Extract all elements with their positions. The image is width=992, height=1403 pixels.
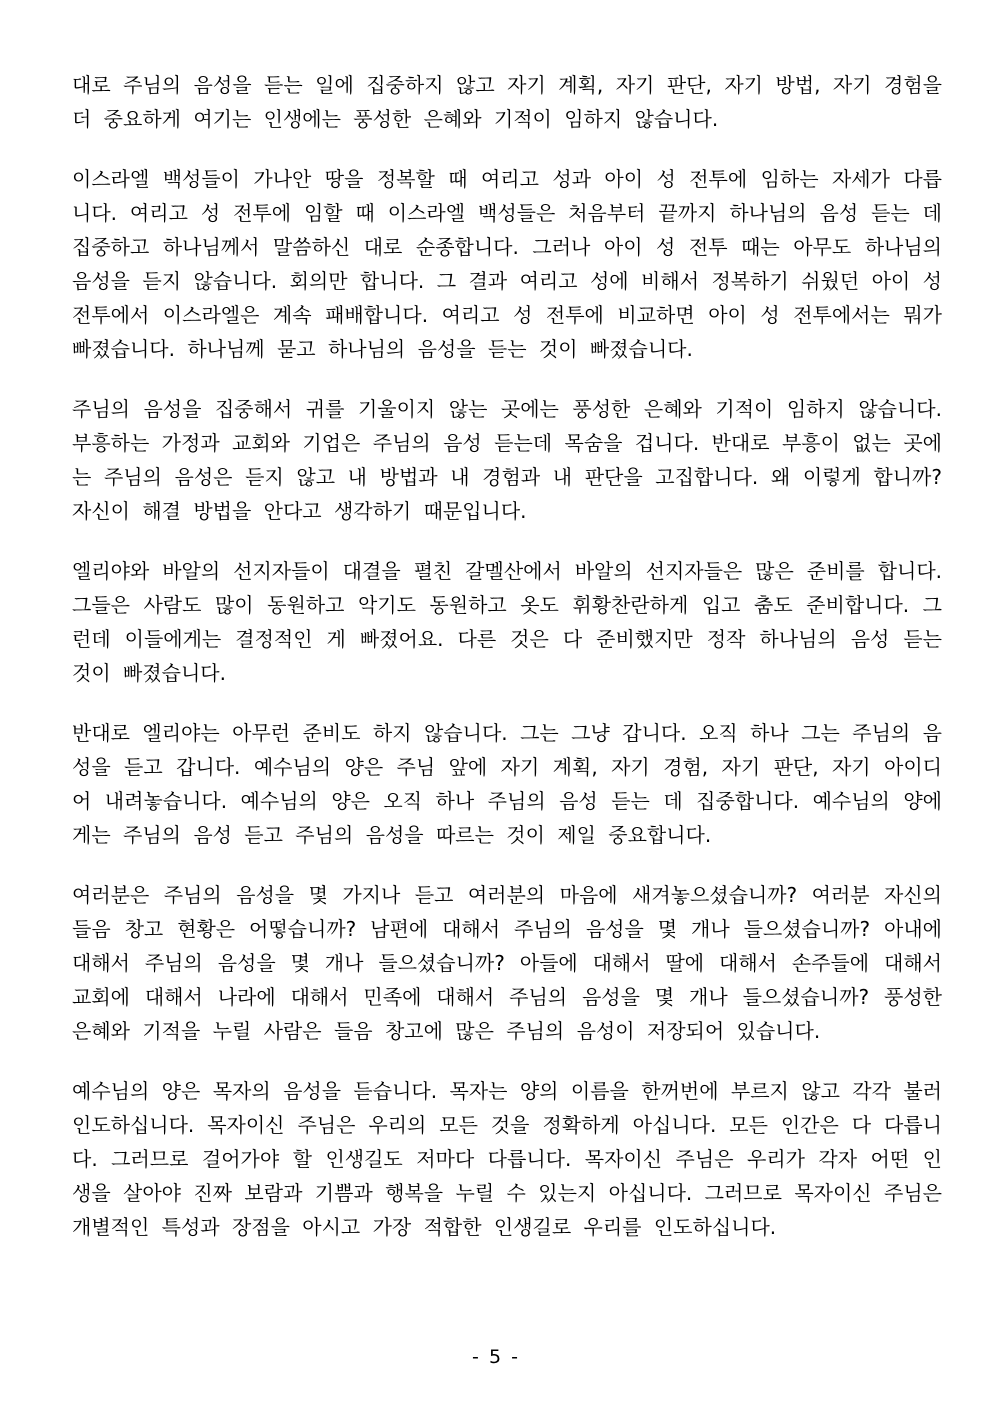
paragraph: 여러분은 주님의 음성을 몇 가지나 듣고 여러분의 마음에 새겨놓으셨습니까? 여러분 자신의 들음 창고 현황은 어떻습니까? 남편에 대해서 주님의 음성을 몇 개나 들으셨습니까? 아내에 대해서 주님의 음성을 몇 개나 들으셨습니까? 아들에 대해서 딸에 대해서 손주들에 대해서 교회에 대해서 나라에 대해서 민족에 대해서 주님의 음성을 몇 개나 들으셨습니까? 풍성한 은혜와 기적을 누릴 사람은 들음 창고에 많은 주님의 음성이 저장되어 있습니다. bbox=[72, 883, 942, 1043]
paragraph: 이스라엘 백성들이 가나안 땅을 정복할 때 여리고 성과 아이 성 전투에 임하는 자세가 다릅니다. 여리고 성 전투에 임할 때 이스라엘 백성들은 처음부터 끝까지 하나님의 음성 듣는 데 집중하고 하나님께서 말씀하신 대로 순종합니다. 그러나 아이 성 전투 때는 아무도 하나님의 음성을 듣지 않습니다. 회의만 합니다. 그 결과 여리고 성에 비해서 정복하기 쉬웠던 아이 성 전투에서 이스라엘은 계속 패배합니다. 여리고 성 전투에 비교하면 아이 성 전투에서는 뭐가 빠졌습니다. 하나님께 묻고 하나님의 음성을 듣는 것이 빠졌습니다. bbox=[72, 167, 942, 361]
paragraph: 엘리야와 바알의 선지자들이 대결을 펼친 갈멜산에서 바알의 선지자들은 많은 준비를 합니다. 그들은 사람도 많이 동원하고 악기도 동원하고 옷도 휘황찬란하게 입고 춤도 준비합니다. 그런데 이들에게는 결정적인 게 빠졌어요. 다른 것은 다 준비했지만 정작 하나님의 음성 듣는 것이 빠졌습니다. bbox=[72, 559, 942, 685]
paragraph: 주님의 음성을 집중해서 귀를 기울이지 않는 곳에는 풍성한 은혜와 기적이 임하지 않습니다. 부흥하는 가정과 교회와 기업은 주님의 음성 듣는데 목숨을 겁니다. 반대로 부흥이 없는 곳에는 주님의 음성은 듣지 않고 내 방법과 내 경험과 내 판단을 고집합니다. 왜 이렇게 합니까? 자신이 해결 방법을 안다고 생각하기 때문입니다. bbox=[72, 397, 942, 523]
page-number: - 5 - bbox=[472, 1346, 520, 1368]
document-body bbox=[72, 68, 942, 1270]
paragraph: 반대로 엘리야는 아무런 준비도 하지 않습니다. 그는 그냥 갑니다. 오직 하나 그는 주님의 음성을 듣고 갑니다. 예수님의 양은 주님 앞에 자기 계획, 자기 경험, 자기 판단, 자기 아이디어 내려놓습니다. 예수님의 양은 오직 하나 주님의 음성 듣는 데 집중합니다. 예수님의 양에게는 주님의 음성 듣고 주님의 음성을 따르는 것이 제일 중요합니다. bbox=[72, 721, 942, 847]
paragraph: 예수님의 양은 목자의 음성을 듣습니다. 목자는 양의 이름을 한꺼번에 부르지 않고 각각 불러 인도하십니다. 목자이신 주님은 우리의 모든 것을 정확하게 아십니다. 모든 인간은 다 다릅니다. 그러므로 걸어가야 할 인생길도 저마다 다릅니다. 목자이신 주님은 우리가 각자 어떤 인생을 살아야 진짜 보람과 기쁨과 행복을 누릴 수 있는지 아십니다. 그러므로 목자이신 주님은 개별적인 특성과 장점을 아시고 가장 적합한 인생길로 우리를 인도하십니다. bbox=[72, 1079, 942, 1239]
paragraph: 대로 주님의 음성을 듣는 일에 집중하지 않고 자기 계획, 자기 판단, 자기 방법, 자기 경험을 더 중요하게 여기는 인생에는 풍성한 은혜와 기적이 임하지 않습니다. bbox=[72, 73, 942, 131]
